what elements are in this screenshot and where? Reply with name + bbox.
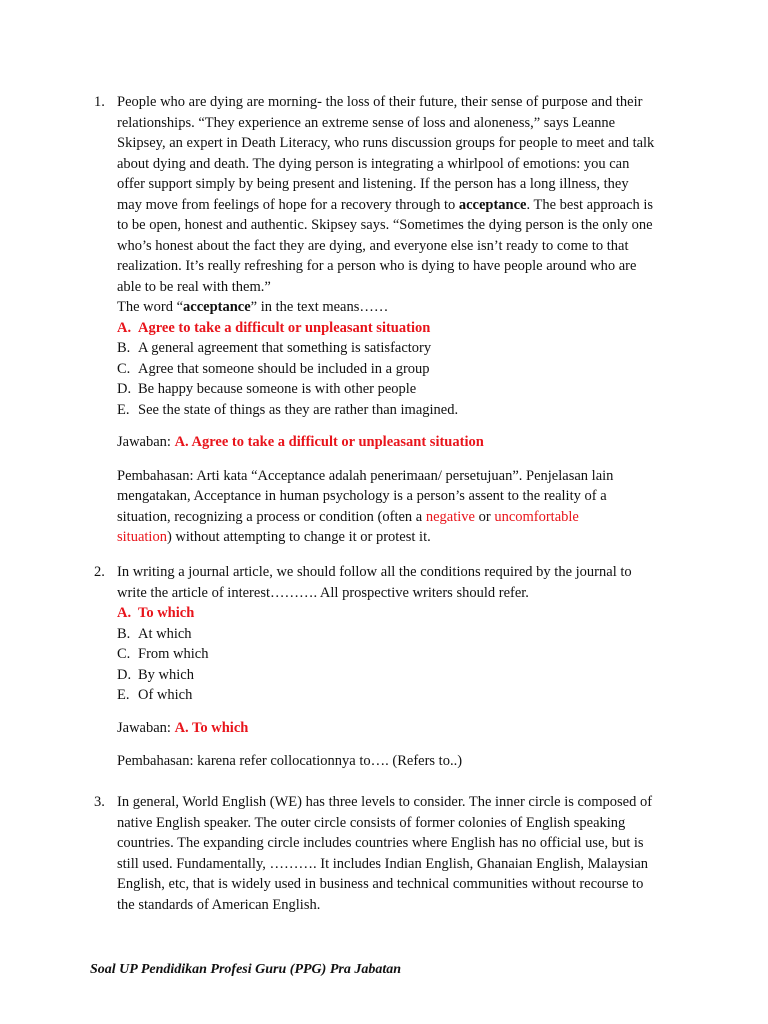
passage-line: Skipsey, an expert in Death Literacy, who runs discussion groups for people to meet and talk [117,135,655,151]
explanation [117,466,684,548]
explanation-line [117,507,684,528]
option-letter: D. [117,381,132,397]
answer-line [117,432,684,453]
option-letter: E. [117,401,130,418]
option-a[interactable] [117,603,684,624]
option-text: Of which [138,687,193,703]
passage-line: countries. The expanding circle includes countries where English has no official use, but is [117,835,644,851]
option-a[interactable] [117,318,684,339]
highlight-link[interactable]: negative [425,508,475,525]
option-e[interactable] [117,400,684,421]
passage-line: People who are dying are morning- the loss of their future, their sense of purpose and their [117,94,643,110]
answer-label: Jawaban: [117,434,175,450]
option-letter: E. [117,687,130,703]
option-text: Be happy because someone is with other people [138,381,417,397]
question-3 [94,792,684,915]
passage-line: In writing a journal article, we should follow all the conditions required by the journal to [117,564,632,580]
question-number: 2. [94,564,105,580]
answer-value: A. To which [174,719,249,736]
option-text: Agree that someone should be included in a group [138,360,430,377]
answer-value: A. Agree to take a difficult or unpleasant situation [174,434,484,450]
question-number: 1. [94,94,105,110]
option-letter: A. [117,605,132,621]
answer-line [117,718,684,739]
option-text: From which [138,646,209,662]
option-letter: C. [117,360,131,377]
explanation-text: situation, recognizing a process or condition (often a [117,508,426,525]
passage-line: about dying and death. The dying person is integrating a whirlpool of emotions: you can [117,155,630,172]
option-letter: A. [117,319,132,336]
option-text: See the state of things as they are rather than imagined. [138,401,459,418]
passage-text: may move from feelings of hope for a recovery through to [117,196,459,213]
keyword: acceptance [458,196,527,213]
option-text: To which [138,605,195,621]
question-passage [117,562,684,603]
passage-line: able to be real with them.” [117,278,271,295]
highlight-link[interactable]: uncomfortable [494,508,579,525]
passage-line: the standards of American English. [117,896,321,913]
option-b[interactable] [117,338,684,359]
answer-label: Jawaban: [117,719,175,736]
prompt-text: The word “ [117,299,184,315]
passage-line: English, etc, that is widely used in business and technical communities without recourse to [117,876,644,892]
prompt-text: ” in the text means…… [250,299,389,315]
option-letter: C. [117,646,131,662]
passage-line: write the article of interest………. All prospective writers should refer. [117,584,529,601]
passage-line: In general, World English (WE) has three levels to consider. The inner circle is composed of [117,794,653,810]
explanation-line [117,527,684,548]
explanation-text: or [474,508,495,525]
option-e[interactable] [117,685,684,706]
option-letter: B. [117,340,131,356]
page-footer: Soal UP Pendidikan Profesi Guru (PPG) Pra Jabatan [90,962,401,977]
explanation: Pembahasan: karena refer collocationnya to…. (Refers to..) [117,753,463,769]
option-d[interactable] [117,379,684,400]
option-list [94,603,684,706]
option-d[interactable] [117,665,684,686]
option-text: Agree to take a difficult or unpleasant situation [138,319,431,336]
option-b[interactable] [117,624,684,645]
option-c[interactable] [117,644,684,665]
option-text: A general agreement that something is satisfactory [138,340,432,356]
keyword: acceptance [183,299,251,315]
explanation-line: mengatakan, Acceptance in human psychology is a person’s assent to the reality of a [117,488,607,504]
option-text: At which [138,625,192,642]
explanation-line: Pembahasan: Arti kata “Acceptance adalah penerimaan/ persetujuan”. Penjelasan lain [117,467,614,484]
passage-line: still used. Fundamentally, ………. It includes Indian English, Ghanaian English, Malaysian [117,855,649,872]
explanation-text: ) without attempting to change it or protest it. [166,529,431,545]
question-prompt [117,297,684,318]
question-passage [117,792,684,915]
option-c[interactable] [117,359,684,380]
passage-line: who’s honest about the fact they are dying, and everyone else isn’t ready to come to that [117,237,629,254]
passage-line [117,195,684,216]
option-letter: D. [117,666,132,683]
highlight-link[interactable]: situation [117,529,167,545]
passage-line: native English speaker. The outer circle consists of former colonies of English speaking [117,814,626,831]
option-list [94,318,684,421]
question-passage [117,92,684,318]
passage-line: offer support simply by being present and listening. If the person has a long illness, they [117,176,629,192]
question-1 [94,92,684,548]
option-text: By which [138,666,194,683]
passage-text: . The best approach is [526,196,654,213]
question-number: 3. [94,794,105,810]
question-2 [94,562,684,772]
passage-line: to be open, honest and authentic. Skipsey says. “Sometimes the dying person is the only one [117,217,653,233]
passage-line: relationships. “They experience an extreme sense of loss and aloneness,” says Leanne [117,114,616,131]
option-letter: B. [117,625,131,642]
passage-line: realization. It’s really refreshing for a person who is dying to have people around who are [117,258,637,274]
